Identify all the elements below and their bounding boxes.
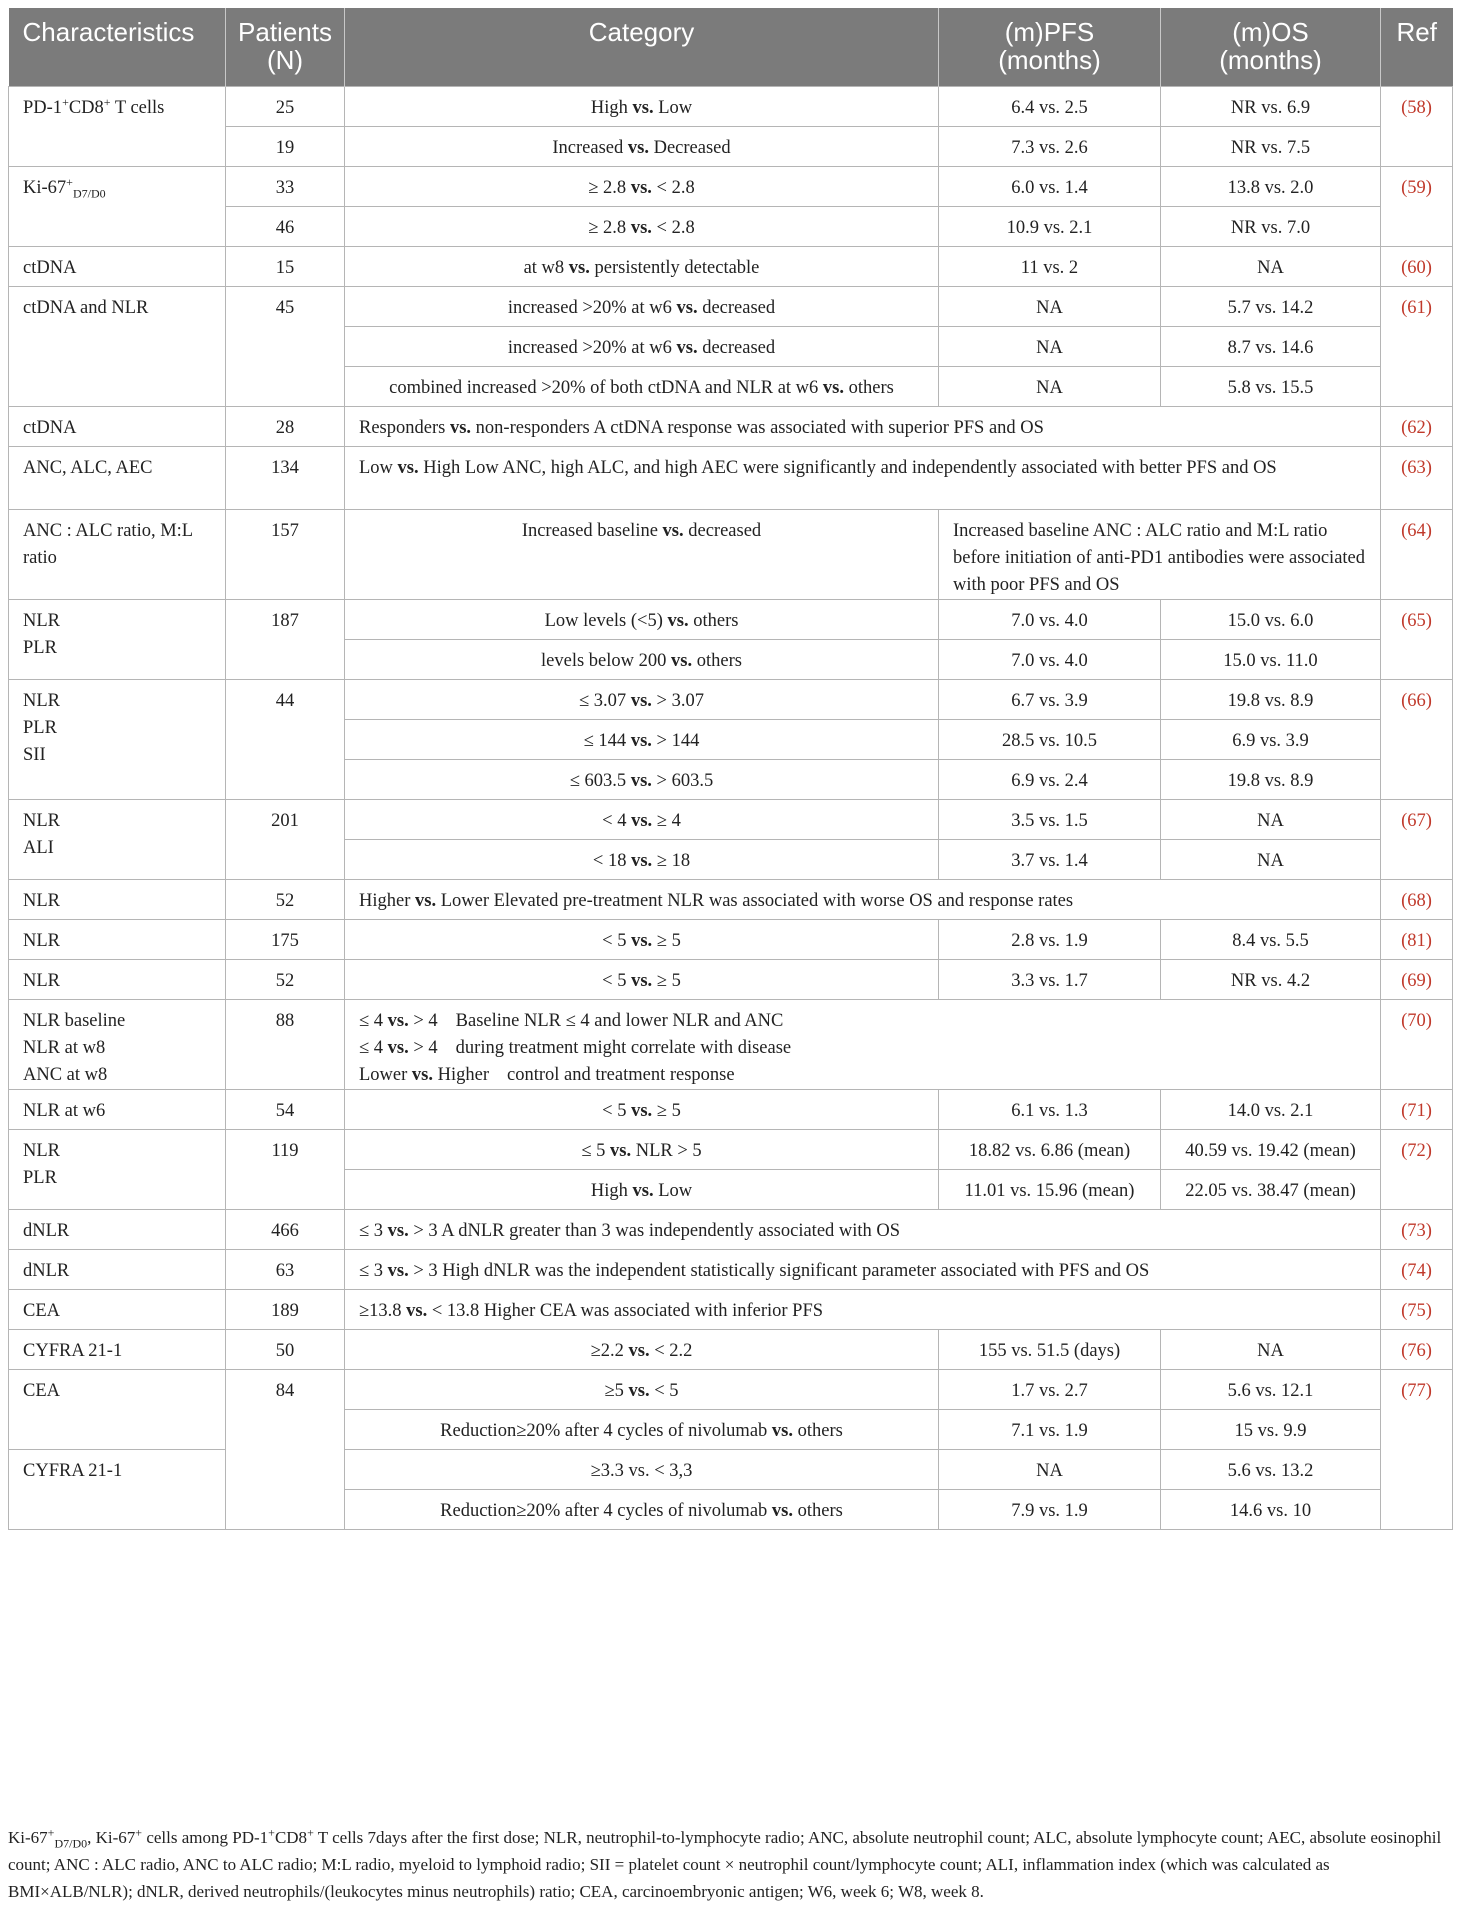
category-cell: combined increased >20% of both ctDNA and NLR at w6 vs. others: [345, 366, 939, 406]
patients-cell: 44: [226, 679, 345, 799]
os-cell: 6.9 vs. 3.9: [1161, 719, 1381, 759]
ref-link[interactable]: (75): [1381, 1289, 1453, 1329]
characteristic-cell: NLR PLR SII: [9, 679, 226, 799]
characteristic-cell: NLR ALI: [9, 799, 226, 879]
pfs-cell: 2.8 vs. 1.9: [939, 919, 1161, 959]
patients-cell: 201: [226, 799, 345, 879]
header-os: (m)OS (months): [1161, 8, 1381, 86]
os-cell: 8.7 vs. 14.6: [1161, 326, 1381, 366]
table-row: [9, 1209, 1453, 1249]
os-cell: 15.0 vs. 6.0: [1161, 599, 1381, 639]
os-cell: 22.05 vs. 38.47 (mean): [1161, 1169, 1381, 1209]
os-cell: 19.8 vs. 8.9: [1161, 679, 1381, 719]
patients-cell: 84: [226, 1369, 345, 1529]
characteristic-cell: CYFRA 21-1: [9, 1449, 226, 1529]
os-cell: 5.6 vs. 13.2: [1161, 1449, 1381, 1489]
os-cell: NR vs. 7.5: [1161, 126, 1381, 166]
table-row: [9, 919, 1453, 959]
pfs-cell: 6.4 vs. 2.5: [939, 86, 1161, 126]
table-row: [9, 1449, 1453, 1489]
os-cell: 5.8 vs. 15.5: [1161, 366, 1381, 406]
patients-cell: 19: [226, 126, 345, 166]
ref-link[interactable]: (61): [1381, 286, 1453, 406]
characteristic-cell: NLR at w6: [9, 1089, 226, 1129]
ref-link[interactable]: (70): [1381, 999, 1453, 1089]
pfs-cell: NA: [939, 286, 1161, 326]
pfs-cell: 18.82 vs. 6.86 (mean): [939, 1129, 1161, 1169]
os-cell: 14.0 vs. 2.1: [1161, 1089, 1381, 1129]
pfs-cell: NA: [939, 326, 1161, 366]
table-row: [9, 599, 1453, 639]
table-row: [9, 206, 1453, 246]
ref-link[interactable]: (65): [1381, 599, 1453, 679]
patients-cell: 88: [226, 999, 345, 1089]
ref-link[interactable]: (69): [1381, 959, 1453, 999]
patients-cell: 46: [226, 206, 345, 246]
ref-link[interactable]: (68): [1381, 879, 1453, 919]
pfs-cell: 6.1 vs. 1.3: [939, 1089, 1161, 1129]
category-cell: at w8 vs. persistently detectable: [345, 246, 939, 286]
biomarker-table: [8, 8, 1453, 1530]
patients-cell: 187: [226, 599, 345, 679]
ref-link[interactable]: (71): [1381, 1089, 1453, 1129]
characteristic-cell: PD-1+CD8+ T cells: [9, 86, 226, 166]
ref-link[interactable]: (67): [1381, 799, 1453, 879]
table-row: [9, 406, 1453, 446]
category-cell: ≤ 144 vs. > 144: [345, 719, 939, 759]
pfs-cell: 1.7 vs. 2.7: [939, 1369, 1161, 1409]
category-outcome-cell: Responders vs. non-responders A ctDNA response was associated with superior PFS and OS: [345, 406, 1381, 446]
biomarker-table-container: [8, 8, 1452, 1530]
pfs-cell: 11.01 vs. 15.96 (mean): [939, 1169, 1161, 1209]
characteristic-cell: ANC, ALC, AEC: [9, 446, 226, 509]
pfs-cell: 6.9 vs. 2.4: [939, 759, 1161, 799]
category-cell: High vs. Low: [345, 1169, 939, 1209]
characteristic-cell: ctDNA and NLR: [9, 286, 226, 406]
ref-link[interactable]: (72): [1381, 1129, 1453, 1209]
characteristic-cell: dNLR: [9, 1249, 226, 1289]
pfs-cell: 28.5 vs. 10.5: [939, 719, 1161, 759]
ref-link[interactable]: (76): [1381, 1329, 1453, 1369]
category-cell: < 5 vs. ≥ 5: [345, 1089, 939, 1129]
patients-cell: 63: [226, 1249, 345, 1289]
table-row: [9, 1129, 1453, 1169]
category-cell: < 5 vs. ≥ 5: [345, 959, 939, 999]
category-cell: Increased vs. Decreased: [345, 126, 939, 166]
os-cell: NR vs. 7.0: [1161, 206, 1381, 246]
table-row: [9, 286, 1453, 326]
pfs-cell: 11 vs. 2: [939, 246, 1161, 286]
table-row: [9, 166, 1453, 206]
category-outcome-cell: ≤ 3 vs. > 3 A dNLR greater than 3 was independently associated with OS: [345, 1209, 1381, 1249]
category-cell: ≤ 5 vs. NLR > 5: [345, 1129, 939, 1169]
header-category: Category: [345, 8, 939, 86]
pfs-cell: 6.0 vs. 1.4: [939, 166, 1161, 206]
category-cell: increased >20% at w6 vs. decreased: [345, 286, 939, 326]
os-cell: NA: [1161, 799, 1381, 839]
patients-cell: 134: [226, 446, 345, 509]
pfs-cell: NA: [939, 366, 1161, 406]
table-row: [9, 679, 1453, 719]
characteristic-cell: NLR: [9, 959, 226, 999]
category-cell: ≥2.2 vs. < 2.2: [345, 1329, 939, 1369]
characteristic-cell: NLR baseline NLR at w8 ANC at w8: [9, 999, 226, 1089]
category-cell: ≤ 603.5 vs. > 603.5: [345, 759, 939, 799]
characteristic-cell: dNLR: [9, 1209, 226, 1249]
os-cell: NA: [1161, 839, 1381, 879]
category-cell: Reduction≥20% after 4 cycles of nivolumab vs. others: [345, 1489, 939, 1529]
patients-cell: 54: [226, 1089, 345, 1129]
patients-cell: 50: [226, 1329, 345, 1369]
category-cell: < 4 vs. ≥ 4: [345, 799, 939, 839]
pfs-cell: 7.0 vs. 4.0: [939, 639, 1161, 679]
category-outcome-cell: Low vs. High Low ANC, high ALC, and high AEC were significantly and independently associated with better PFS and OS: [345, 446, 1381, 509]
table-row: [9, 799, 1453, 839]
category-cell: High vs. Low: [345, 86, 939, 126]
pfs-cell: 7.1 vs. 1.9: [939, 1409, 1161, 1449]
pfs-cell: 7.9 vs. 1.9: [939, 1489, 1161, 1529]
category-outcome-cell: Higher vs. Lower Elevated pre-treatment NLR was associated with worse OS and response rates: [345, 879, 1381, 919]
patients-cell: 15: [226, 246, 345, 286]
category-cell: increased >20% at w6 vs. decreased: [345, 326, 939, 366]
os-cell: 5.6 vs. 12.1: [1161, 1369, 1381, 1409]
category-cell: < 18 vs. ≥ 18: [345, 839, 939, 879]
header-ref: Ref: [1381, 8, 1453, 86]
ref-link[interactable]: (60): [1381, 246, 1453, 286]
category-cell: ≥ 2.8 vs. < 2.8: [345, 166, 939, 206]
pfs-cell: 3.5 vs. 1.5: [939, 799, 1161, 839]
patients-cell: 33: [226, 166, 345, 206]
ref-link[interactable]: (59): [1381, 166, 1453, 246]
table-row: [9, 126, 1453, 166]
table-row: [9, 1089, 1453, 1129]
os-cell: 5.7 vs. 14.2: [1161, 286, 1381, 326]
category-cell: ≥3.3 vs. < 3,3: [345, 1449, 939, 1489]
pfs-cell: 6.7 vs. 3.9: [939, 679, 1161, 719]
outcome-cell: Increased baseline ANC : ALC ratio and M:L ratio before initiation of anti-PD1 antibodies were associated with poor PFS and OS: [939, 509, 1381, 599]
patients-cell: 466: [226, 1209, 345, 1249]
os-cell: 40.59 vs. 19.42 (mean): [1161, 1129, 1381, 1169]
table-row: [9, 879, 1453, 919]
characteristic-cell: CYFRA 21-1: [9, 1329, 226, 1369]
characteristic-cell: NLR: [9, 919, 226, 959]
table-row: [9, 509, 1453, 599]
os-cell: NR vs. 6.9: [1161, 86, 1381, 126]
category-cell: Reduction≥20% after 4 cycles of nivolumab vs. others: [345, 1409, 939, 1449]
table-row: [9, 1289, 1453, 1329]
table-row: [9, 959, 1453, 999]
os-cell: 8.4 vs. 5.5: [1161, 919, 1381, 959]
ref-link[interactable]: (74): [1381, 1249, 1453, 1289]
characteristic-cell: CEA: [9, 1369, 226, 1449]
table-row: [9, 999, 1453, 1089]
ref-link[interactable]: (73): [1381, 1209, 1453, 1249]
table-row: [9, 446, 1453, 509]
os-cell: NA: [1161, 1329, 1381, 1369]
characteristic-cell: CEA: [9, 1289, 226, 1329]
os-cell: NA: [1161, 246, 1381, 286]
characteristic-cell: ctDNA: [9, 406, 226, 446]
ref-link[interactable]: (58): [1381, 86, 1453, 166]
ref-link[interactable]: (66): [1381, 679, 1453, 799]
table-row: [9, 1329, 1453, 1369]
patients-cell: 25: [226, 86, 345, 126]
characteristic-cell: NLR: [9, 879, 226, 919]
category-outcome-cell: ≤ 4 vs. > 4 Baseline NLR ≤ 4 and lower NLR and ANC ≤ 4 vs. > 4 during treatment might correlate with disease Lower vs. Higher control and treatment response: [345, 999, 1381, 1089]
ref-link[interactable]: (64): [1381, 509, 1453, 599]
patients-cell: 119: [226, 1129, 345, 1209]
pfs-cell: 7.0 vs. 4.0: [939, 599, 1161, 639]
category-cell: Low levels (<5) vs. others: [345, 599, 939, 639]
category-cell: Increased baseline vs. decreased: [345, 509, 939, 599]
category-cell: < 5 vs. ≥ 5: [345, 919, 939, 959]
header-row: [9, 8, 1453, 86]
patients-cell: 28: [226, 406, 345, 446]
os-cell: NR vs. 4.2: [1161, 959, 1381, 999]
category-cell: ≥5 vs. < 5: [345, 1369, 939, 1409]
table-footnote: $Ki-67^+_{D7/D0}$, Ki-67+ cells among PD-1+CD8+ T cells 7days after the first dose; NLR, neutrophil-to-lymphocyte radio; ANC, absolute neutrophil count; ALC, absolute lymphocyte count; AEC, absolute eosinophil count; ANC : ALC radio, ANC to ALC radio; M:L radio, myeloid to lymphoid radio; SII = platelet count × neutrophil count/lymphocyte count; ALI, inflammation index (which was calculated as BMI×ALB/NLR); dNLR, derived neutrophils/(leukocytes minus neutrophils) ratio; CEA, carcinoembryonic antigen; W6, week 6; W8, week 8.: [8, 1825, 1442, 1901]
os-cell: 14.6 vs. 10: [1161, 1489, 1381, 1529]
characteristic-cell: ctDNA: [9, 246, 226, 286]
characteristic-cell: NLR PLR: [9, 599, 226, 679]
characteristic-cell: NLR PLR: [9, 1129, 226, 1209]
os-cell: 15 vs. 9.9: [1161, 1409, 1381, 1449]
patients-cell: 157: [226, 509, 345, 599]
ref-link[interactable]: (77): [1381, 1369, 1453, 1529]
category-cell: ≥ 2.8 vs. < 2.8: [345, 206, 939, 246]
pfs-cell: 155 vs. 51.5 (days): [939, 1329, 1161, 1369]
header-patients: Patients (N): [226, 8, 345, 86]
pfs-cell: 3.3 vs. 1.7: [939, 959, 1161, 999]
category-outcome-cell: ≤ 3 vs. > 3 High dNLR was the independent statistically significant parameter associated with PFS and OS: [345, 1249, 1381, 1289]
ref-link[interactable]: (63): [1381, 446, 1453, 509]
pfs-cell: 7.3 vs. 2.6: [939, 126, 1161, 166]
category-cell: ≤ 3.07 vs. > 3.07: [345, 679, 939, 719]
ref-link[interactable]: (62): [1381, 406, 1453, 446]
os-cell: 15.0 vs. 11.0: [1161, 639, 1381, 679]
patients-cell: 52: [226, 959, 345, 999]
table-row: [9, 246, 1453, 286]
category-outcome-cell: ≥13.8 vs. < 13.8 Higher CEA was associated with inferior PFS: [345, 1289, 1381, 1329]
characteristic-cell: ANC : ALC ratio, M:L ratio: [9, 509, 226, 599]
table-row: [9, 1369, 1453, 1409]
os-cell: 13.8 vs. 2.0: [1161, 166, 1381, 206]
header-characteristics: Characteristics: [9, 8, 226, 86]
table-row: [9, 1249, 1453, 1289]
ref-link[interactable]: (81): [1381, 919, 1453, 959]
pfs-cell: NA: [939, 1449, 1161, 1489]
pfs-cell: 3.7 vs. 1.4: [939, 839, 1161, 879]
header-pfs: (m)PFS (months): [939, 8, 1161, 86]
patients-cell: 175: [226, 919, 345, 959]
characteristic-cell: $Ki-67^+_{D7/D0}$: [9, 166, 226, 246]
patients-cell: 45: [226, 286, 345, 406]
os-cell: 19.8 vs. 8.9: [1161, 759, 1381, 799]
table-row: [9, 86, 1453, 126]
patients-cell: 52: [226, 879, 345, 919]
category-cell: levels below 200 vs. others: [345, 639, 939, 679]
patients-cell: 189: [226, 1289, 345, 1329]
pfs-cell: 10.9 vs. 2.1: [939, 206, 1161, 246]
